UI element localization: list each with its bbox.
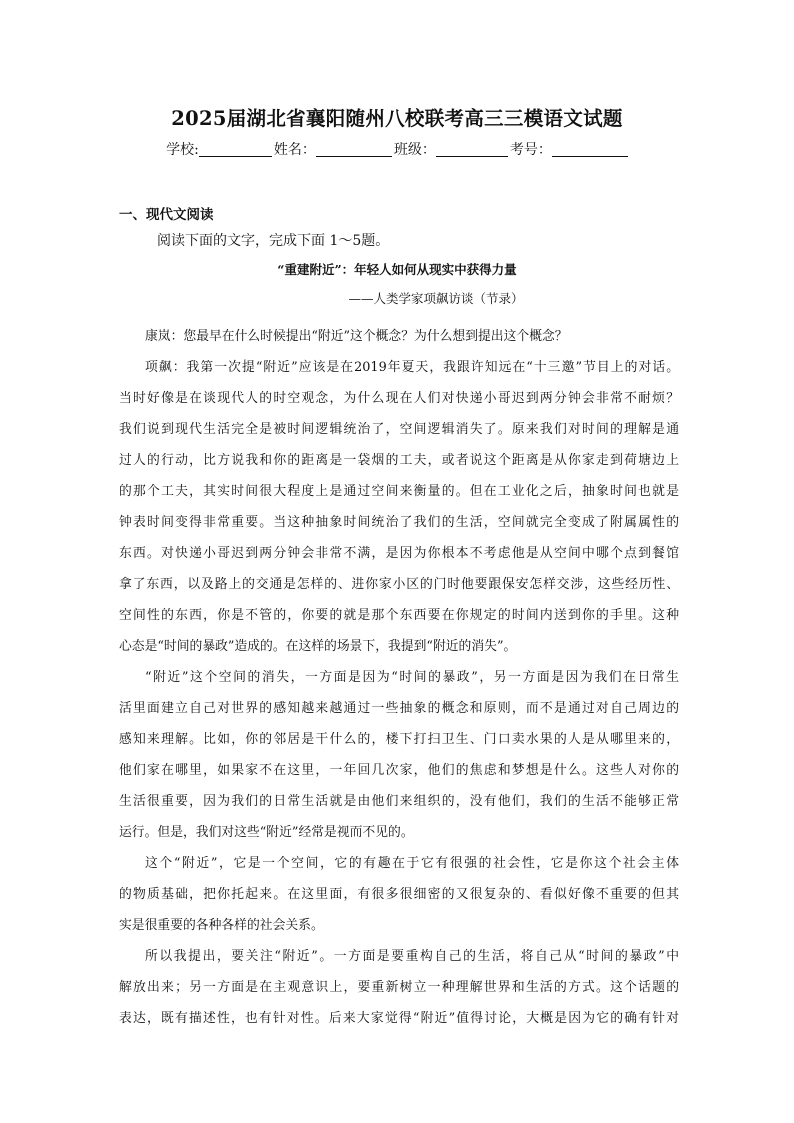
text-line: 表达，既有描述性，也有针对性。后来大家觉得“附近”值得讨论，大概是因为它的确有针对 bbox=[119, 1011, 679, 1026]
school-label: 学校: bbox=[166, 142, 199, 158]
text-line: 过人的行动，比方说我和你的距离是一袋烟的工夫，或者说这个距离是从你家走到荷塘边上 bbox=[119, 453, 679, 468]
section-instruction: 阅读下面的文字，完成下面 1～5题。 bbox=[157, 233, 390, 249]
text-line: 的那个工夫，其实时间很大程度上是通过空间来衡量的。但在工业化之后，抽象时间也就是 bbox=[119, 484, 679, 499]
text-line: 解放出来；另一方面是在主观意识上，要重新树立一种理解世界和生活的方式。这个话题的 bbox=[119, 980, 679, 995]
text-line: 这个“附近”，它是一个空间，它的有趣在于它有很强的社会性，它是你这个社会主体 bbox=[145, 856, 679, 871]
article-subtitle: ——人类学家项飙访谈（节录） bbox=[348, 291, 524, 306]
name-label: 姓名： bbox=[273, 142, 316, 158]
text-line: 他们家在哪里，如果家不在这里，一年回几次家，他们的焦虑和梦想是什么。这些人对你的 bbox=[119, 763, 679, 778]
class-blank bbox=[436, 142, 508, 157]
article-title: “重建附近”：年轻人如何从现实中获得力量 bbox=[277, 262, 517, 277]
text-line: 运行。但是，我们对这些“附近”经常是视而不见的。 bbox=[119, 825, 414, 840]
school-blank bbox=[199, 142, 272, 157]
text-line: 我们说到现代生活完全是被时间逻辑统治了，空间逻辑消失了。原来我们对时间的理解是通 bbox=[119, 422, 679, 437]
text-line: 项飙：我第一次提“附近”应该是在2019年夏天，我跟许知远在“十三邀”节目上的对话。 bbox=[145, 360, 679, 375]
student-info-line bbox=[0, 139, 794, 159]
text-line: 钟表时间变得非常重要。当这种抽象时间统治了我们的生活，空间就完全变成了附属属性的 bbox=[119, 515, 679, 530]
text-line: 康岚：您最早在什么时候提出“附近”这个概念？为什么想到提出这个概念？ bbox=[145, 329, 568, 344]
text-line: 生活很重要，因为我们的日常生活就是由他们来组织的，没有他们，我们的生活不能够正常 bbox=[119, 794, 679, 809]
class-label: 班级： bbox=[393, 142, 436, 158]
text-line: 感知来理解。比如，你的邻居是干什么的，楼下打扫卫生、门口卖水果的人是从哪里来的， bbox=[119, 732, 679, 747]
text-line: 活里面建立自己对世界的感知越来越通过一些抽象的概念和原则，而不是通过对自己周边的 bbox=[119, 701, 679, 716]
text-line: 空间性的东西，你是不管的，你要的就是那个东西要在你规定的时间内送到你的手里。这种 bbox=[119, 608, 679, 623]
exam-title: 2025届湖北省襄阳随州八校联考高三三模语文试题 bbox=[171, 107, 623, 130]
section-heading: 一、现代文阅读 bbox=[119, 207, 214, 223]
text-line: 东西。对快递小哥迟到两分钟会非常不满，是因为你根本不考虑他是从空间中哪个点到餐馆 bbox=[119, 546, 679, 561]
text-line: 的物质基础，把你托起来。在这里面，有很多很细密的又很复杂的、看似好像不重要的但其 bbox=[119, 887, 679, 902]
text-line: 所以我提出，要关注“附近”。一方面是要重构自己的生活，将自己从“时间的暴政”中 bbox=[145, 949, 679, 964]
name-blank bbox=[316, 142, 392, 157]
exam-no-label: 考号： bbox=[509, 142, 552, 158]
exam-no-blank bbox=[552, 142, 628, 157]
text-line: 心态是“时间的暴政”造成的。在这样的场景下，我提到“附近的消失”。 bbox=[119, 639, 517, 654]
text-line: 当时好像是在谈现代人的时空观念，为什么现在人们对快递小哥迟到两分钟会非常不耐烦？ bbox=[119, 391, 679, 406]
text-line: 实是很重要的各种各样的社会关系。 bbox=[119, 918, 324, 933]
text-line: “附近”这个空间的消失，一方面是因为“时间的暴政”，另一方面是因为我们在日常生 bbox=[145, 670, 679, 685]
text-line: 拿了东西，以及路上的交通是怎样的、进你家小区的门时他要跟保安怎样交涉，这些经历性、 bbox=[119, 577, 679, 592]
article-body bbox=[119, 321, 679, 1034]
